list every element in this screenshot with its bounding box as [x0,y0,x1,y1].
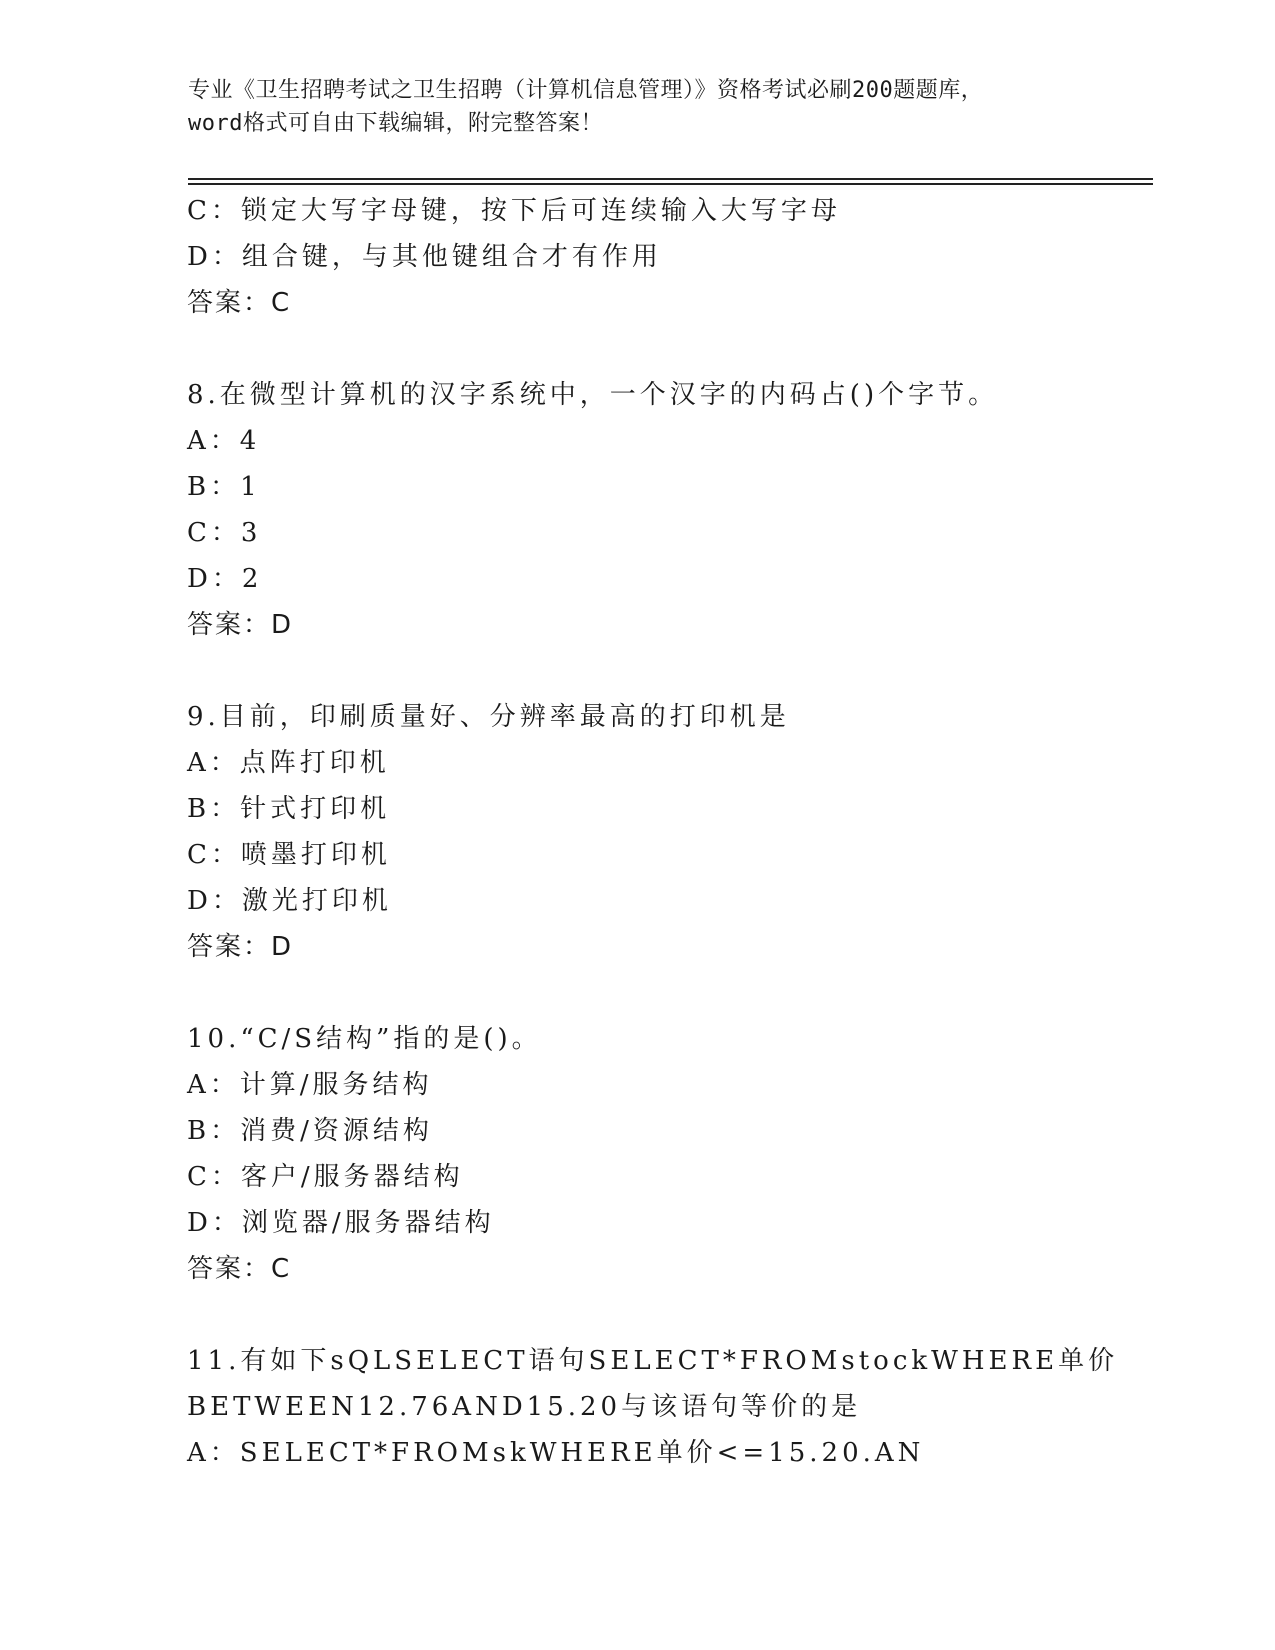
option-d: D：2 [187,564,263,594]
option-b: B：针式打印机 [187,794,391,824]
spacer [187,970,1147,1016]
option-c: C：锁定大写字母键，按下后可连续输入大写字母 [187,196,841,226]
question-text-line-1: 11.有如下sQLSELECT语句SELECT*FROMstockWHERE单价 [187,1346,1119,1376]
question-text: 8.在微型计算机的汉字系统中，一个汉字的内码占()个字节。 [187,380,999,410]
option-c: C：3 [187,518,262,548]
question-block-9 [187,694,1147,970]
answer-label: 答案：D [187,610,294,640]
spacer [187,326,1147,372]
option-c: C：客户/服务器结构 [187,1162,464,1192]
question-block-7 [187,188,1147,326]
header-divider-top [188,178,1153,180]
option-d: D：激光打印机 [187,886,392,916]
option-a: A：SELECT*FROMskWHERE单价<=15.20.AN [187,1438,925,1468]
option-b: B：消费/资源结构 [187,1116,433,1146]
document-header [188,74,1068,140]
question-block-11 [187,1338,1147,1476]
spacer [187,1292,1147,1338]
option-b: B：1 [187,472,261,502]
question-list [187,188,1147,1476]
option-a: A：4 [187,426,261,456]
header-divider-bottom [188,183,1153,185]
question-text-line-2: BETWEEN12.76AND15.20与该语句等价的是 [187,1392,862,1422]
option-a: A：点阵打印机 [187,748,390,778]
spacer [187,648,1147,694]
answer-label: 答案：C [187,288,292,318]
question-text: 10.“C/S结构”指的是()。 [187,1024,542,1054]
option-d: D：组合键，与其他键组合才有作用 [187,242,662,272]
option-d: D：浏览器/服务器结构 [187,1208,495,1238]
answer-label: 答案：D [187,932,294,962]
header-title-line-2: word格式可自由下载编辑，附完整答案！ [188,111,603,136]
option-c: C：喷墨打印机 [187,840,391,870]
question-text: 9.目前，印刷质量好、分辨率最高的打印机是 [187,702,790,732]
option-a: A：计算/服务结构 [187,1070,433,1100]
question-block-10 [187,1016,1147,1292]
question-block-8 [187,372,1147,648]
answer-label: 答案：C [187,1254,292,1284]
header-title-line-1: 专业《卫生招聘考试之卫生招聘（计算机信息管理）》资格考试必刷200题题库， [188,78,984,103]
